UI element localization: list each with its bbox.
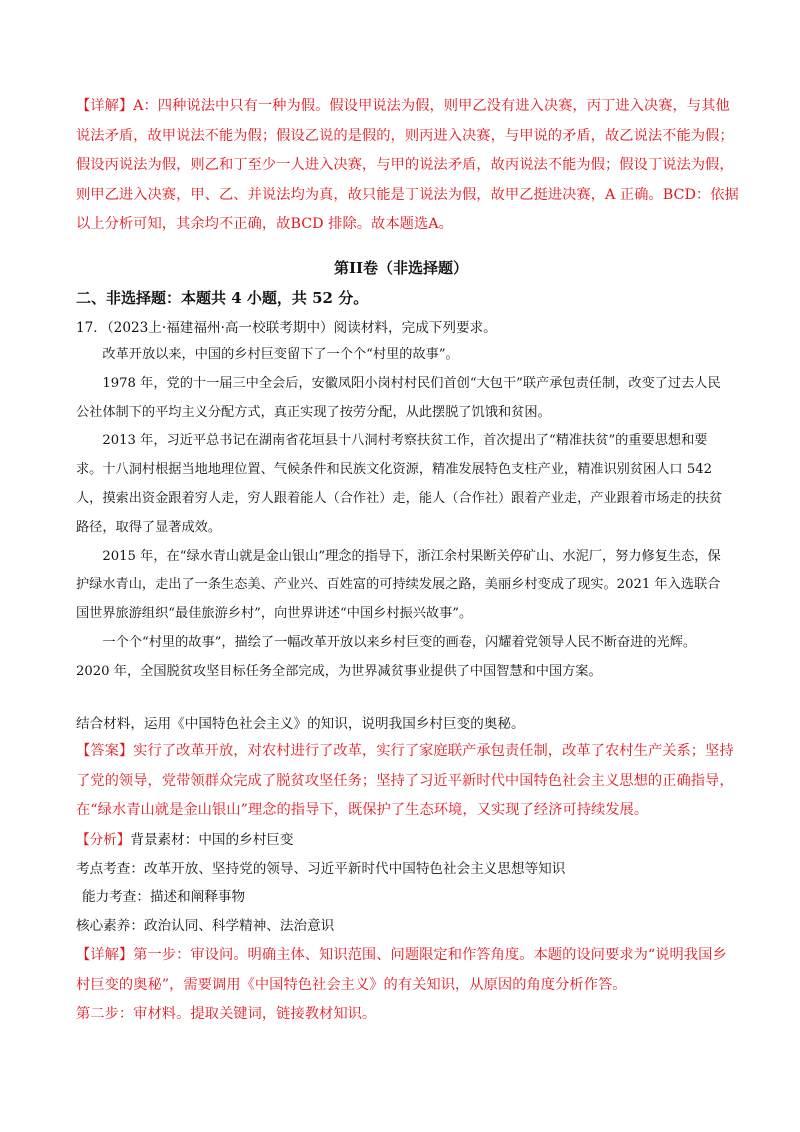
analysis-tag: 【分析】 (76, 832, 131, 848)
detail-line: 说法矛盾，故甲说法不能为假；假设乙说的是假的，则丙进入决赛，与甲说的矛盾，故乙说法不能为假； (76, 127, 734, 144)
answer-line: 在“绿水青山就是金山银山”理念的指导下，既保护了生态环境，又实现了经济可持续发展。 (76, 802, 649, 818)
detail-line: 【详解】A：四种说法中只有一种为假。假设甲说法为假，则甲乙没有进入决赛，丙丁进入决赛，与其他 (76, 98, 730, 114)
material-paragraph: 2015 年，在“绿水青山就是金山银山”理念的指导下，浙江余村果断关停矿山、水泥厂，努力修复生态，保护绿水青山，走出了一条生态美、产业兴、百姓富的可持续发展之路，美丽乡村变成了现实。2021 年入选联合国世界旅游组织“最佳旅游乡村”，向世界讲述“中国乡村振兴故事”。 (76, 548, 721, 622)
question-requirement: 结合材料，运用《中国特色社会主义》的知识，说明我国乡村巨变的奥秘。 (76, 716, 525, 732)
section-subtitle: 二、非选择题：本题共 4 小题，共 52 分。 (76, 289, 369, 307)
answer-line: 【答案】实行了改革开放，对农村进行了改革，实行了家庭联产承包责任制，改革了农村生产关系；坚持 (76, 743, 734, 759)
core-literacy: 核心素养：政治认同、科学精神、法治意识 (76, 917, 335, 934)
detail-line: 以上分析可知，其余均不正确，故BCD 排除。故本题选A。 (76, 216, 453, 232)
detail-line: 则甲乙进入决赛，甲、乙、并说法均为真，故只能是丁说法为假，故甲乙挺进决赛，A 正确。BCD：依据 (76, 186, 739, 203)
detail-line: 【详解】第一步：审设问。明确主体、知识范围、问题限定和作答角度。本题的设问要求为“说明我国乡 (76, 947, 727, 963)
material-paragraph: 一个个“村里的故事”，描绘了一幅改革开放以来乡村巨变的画卷，闪耀着党领导人民不断奋进的光辉。2020 年，全国脱贫攻坚目标任务全部完成，为世界减贫事业提供了中国智慧和中国方案。 (76, 634, 697, 679)
section-title: 第II卷（非选择题） (333, 259, 469, 277)
material-paragraph: 1978 年，党的十一届三中全会后，安徽凤阳小岗村村民们首创“大包干”联产承包责任制，改变了过去人民公社体制下的平均主义分配方式，真正实现了按劳分配，从此摆脱了饥饿和贫困。 (76, 375, 721, 420)
detail-line: 村巨变的奥秘”，需要调用《中国特色社会主义》的有关知识，从原因的角度分析作答。 (76, 976, 627, 993)
detail-line: 第二步：审材料。提取关键词，链接教材知识。 (76, 1006, 377, 1022)
detail-line: 假设丙说法为假，则乙和丁至少一人进入决赛，与甲的说法矛盾，故丙说法不能为假；假设丁说法为假， (76, 157, 734, 173)
detail-explanation-2 (76, 941, 726, 1030)
material-paragraph: 改革开放以来，中国的乡村巨变留下了一个个“村里的故事”。 (102, 347, 459, 362)
answer-line: 了党的领导，党带领群众完成了脱贫攻坚任务；坚持了习近平新时代中国特色社会主义思想的正确指导， (76, 772, 734, 789)
analysis-block (76, 826, 726, 940)
detail-explanation-1 (76, 92, 739, 240)
analysis-text: 背景素材：中国的乡村巨变 (130, 832, 294, 848)
question-material (76, 341, 726, 687)
question-stem: 17．（2023上·福建福州·高一校联考期中）阅读材料，完成下列要求。 (76, 320, 497, 336)
exam-points: 考点考查：改革开放、坚持党的领导、习近平新时代中国特色社会主义思想等知识 (76, 860, 566, 877)
answer-block (76, 737, 734, 826)
ability-check: 能力考查：描述和阐释事物 (82, 889, 246, 905)
material-paragraph: 2013 年，习近平总书记在湖南省花垣县十八洞村考察扶贫工作，首次提出了“精准扶贫”的重要思想和要求。十八洞村根据当地地理位置、气候条件和民族文化资源，精准发展特色支柱产业，精准识别贫困人口 542 人，摸索出资金跟着穷人走，穷人跟着能人（合作社）走，能人（合作社）跟着产业走，产业跟着市场走的扶贫路径，取得了显著成效。 (76, 433, 723, 535)
